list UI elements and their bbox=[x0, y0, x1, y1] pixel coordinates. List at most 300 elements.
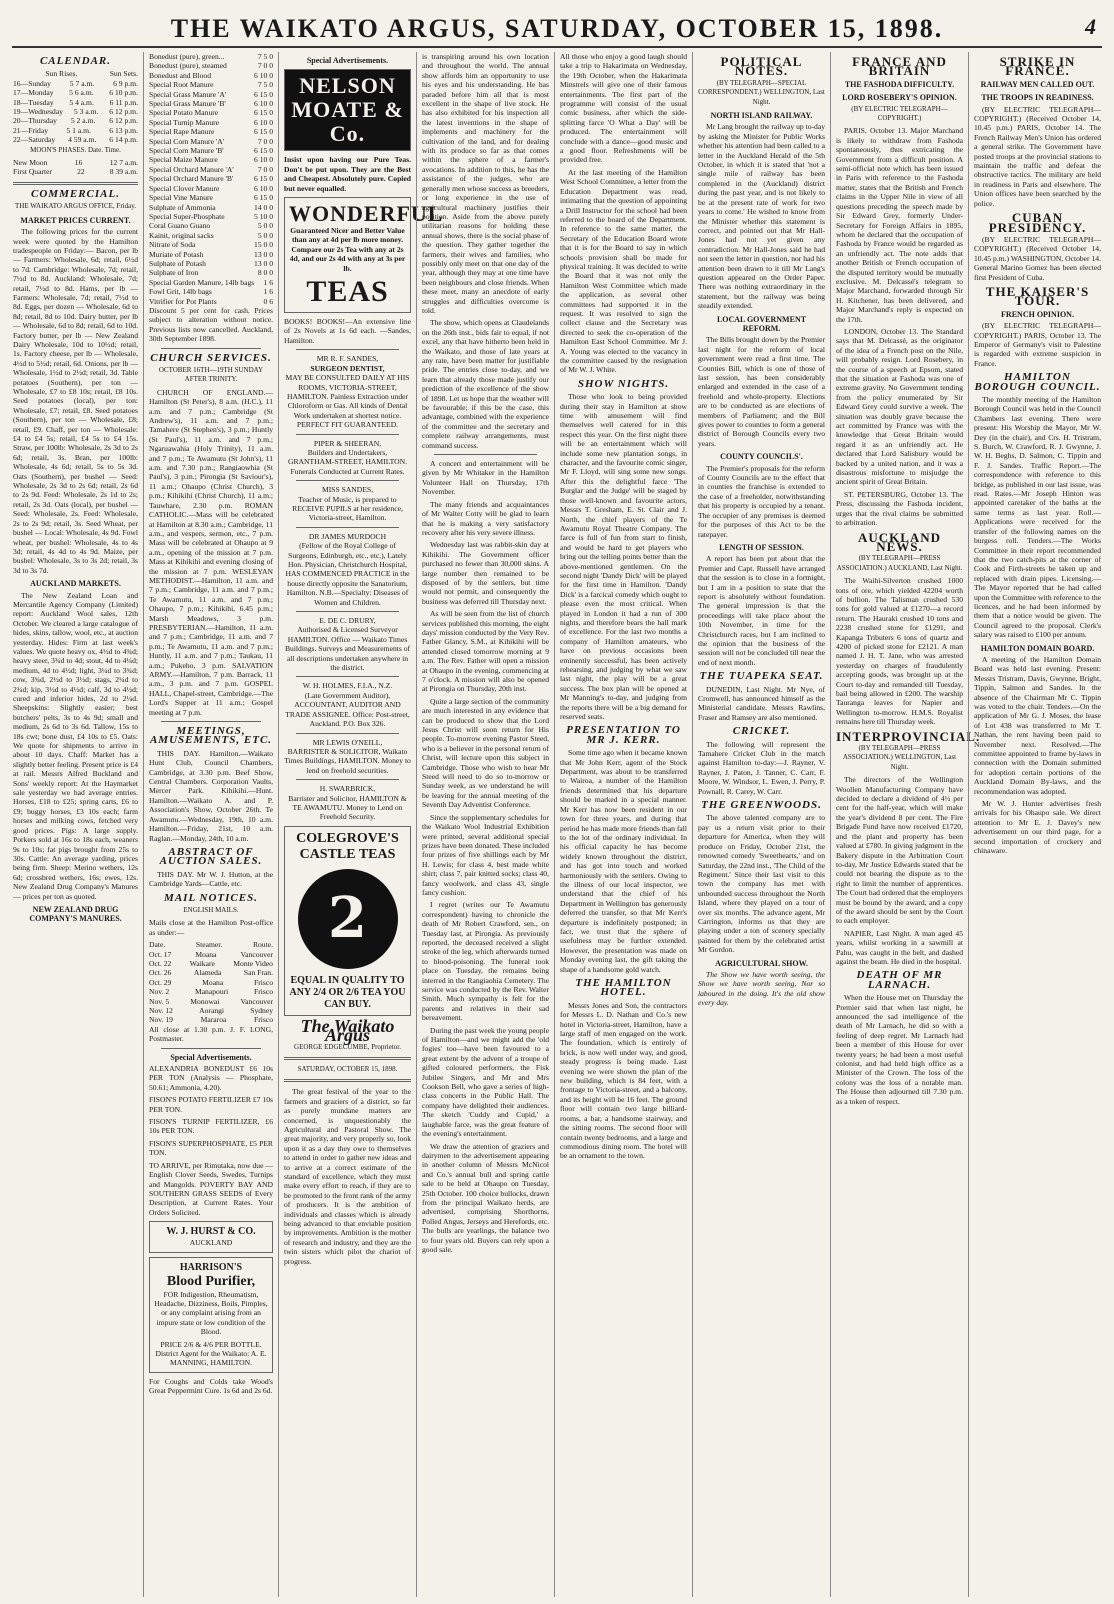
calendar-heading: CALENDAR. bbox=[39, 55, 112, 67]
mail-row-cell: Aorangi bbox=[199, 1006, 225, 1015]
kaiser-text: (BY ELECTRIC TELEGRAPH—COPYRIGHT.) PARIS, October 13. The Emperor of Germany's visit to Palestine is regarded with extreme suspicion in France. bbox=[974, 321, 1101, 368]
divider bbox=[296, 527, 399, 528]
blood-purifier-text: FOR Indigestion, Rheumatism, Headache, Dizziness, Boils, Pimples, or any complaint arising from an impure state or low condition of the Blood. bbox=[154, 1289, 268, 1337]
county-councils-text: The Premier's proposals for the reform of County Councils are to the effect that in counties the franchise is extended to the case of a freeholder, notwithstanding that his property is occupied by a tenant. The occupier of any premises is deemed for the purposes of this Act to be the ratepayer. bbox=[698, 463, 825, 539]
calendar-row bbox=[13, 116, 138, 125]
cotty-news: The many friends and acquaintances of Mr Walter Cotty will be glad to learn that he is making a very satisfactory recovery after his very severe illness. bbox=[422, 499, 549, 537]
calendar-row-cell: 21—Friday bbox=[13, 125, 49, 135]
column-1 bbox=[8, 52, 143, 1597]
mail-footer: All close at 1.30 p.m. J. F. LONG, Postmaster. bbox=[149, 1024, 273, 1044]
column-8 bbox=[968, 52, 1106, 1597]
manure-row-cell: Special Clover Manure bbox=[149, 183, 220, 193]
kaiser-subhead: FRENCH OPINION. bbox=[1001, 309, 1074, 319]
manure-row bbox=[149, 268, 273, 277]
ad-alexandria: ALEXANDRIA BONEDUST £6 10s PER TON (Analysis — Phosphate, 50.61; Ammonia, 4.20). bbox=[149, 1064, 273, 1092]
manure-row-cell: Special Orchard Manure 'A' bbox=[149, 164, 234, 174]
mail-row-cell: Nov. 5 bbox=[149, 996, 170, 1006]
manure-row-cell: 7 5 0 bbox=[257, 52, 273, 61]
manure-row bbox=[149, 90, 273, 99]
mail-row-cell: Moana bbox=[195, 949, 217, 959]
agricultural-show-heading: AGRICULTURAL SHOW. bbox=[715, 958, 808, 968]
political-notes-heading: POLITICAL NOTES. bbox=[720, 54, 803, 79]
show-nights-heading: SHOW NIGHTS. bbox=[577, 377, 670, 390]
special-ads-heading: Special Advertisements. bbox=[306, 56, 389, 65]
france-telegraph-note: (BY ELECTRIC TELEGRAPH—COPYRIGHT.) bbox=[851, 104, 948, 123]
manure-row-cell: 6 15 0 bbox=[254, 146, 273, 156]
wonderful-heading: WONDERFUL bbox=[289, 201, 444, 227]
strike-subhead: RAILWAY MEN CALLED OUT. bbox=[980, 79, 1095, 89]
manure-row-cell: Sulphate of Potash bbox=[149, 258, 206, 268]
st-petersburg-news: ST. PETERSBURG, October 13. The Press, discussing the Fashoda incident, urges that the rival claims be submitted to arbitration. bbox=[836, 489, 963, 528]
drury-name: E. DE C. DRURY, bbox=[319, 616, 376, 626]
mail-table bbox=[149, 940, 273, 1025]
auckland-news-heading: AUCKLAND NEWS. bbox=[857, 529, 942, 554]
manure-row bbox=[149, 184, 273, 193]
auckland-news-subhead: (BY TELEGRAPH—PRESS ASSOCIATION.) AUCKLAND, Last Night. bbox=[836, 554, 963, 572]
manure-row bbox=[149, 297, 273, 306]
manure-row-cell: 6 15 0 bbox=[254, 174, 273, 184]
oneill-name: MR LEWIS O'NEILL, bbox=[312, 737, 383, 747]
mail-intro: Mails close at the Hamilton Post-office as under:— bbox=[149, 918, 273, 937]
manure-row-cell: 6 10 0 bbox=[254, 70, 273, 80]
manure-row bbox=[149, 137, 273, 146]
masthead bbox=[0, 10, 1114, 46]
lecture-news: Quite a large section of the community are much interested in any evidence that can be produced to show that the Lord Jesus Christ will soon return for His people. To-morrow evening Pastor Steed, who is a believer in the personal return of Christ, will lecture upon this subject in Cambridge. Those who wish to hear Mr Steed will need to do so to-morrow or Sunday week, as we understand he will be leaving for the annual meeting of the Seventh Day Adventist Conference. bbox=[422, 696, 549, 810]
oneill-ad bbox=[284, 738, 411, 776]
manure-row-cell: 14 0 0 bbox=[254, 202, 273, 212]
mail-row-cell: Nov. 19 bbox=[149, 1015, 173, 1025]
mail-row-cell: Moana bbox=[202, 977, 224, 987]
length-of-session-heading: LENGTH OF SESSION. bbox=[719, 542, 804, 552]
mail-row-cell: Vancouver bbox=[240, 996, 273, 1006]
calendar-row-cell: 5 7 a.m. bbox=[69, 78, 95, 88]
manure-row bbox=[149, 80, 273, 89]
divider bbox=[161, 348, 261, 349]
mail-row-cell: Frisco bbox=[254, 1015, 273, 1025]
manure-row-cell: Vitrifier for Pot Plants bbox=[149, 296, 217, 306]
kerr-presentation-text: Some time ago when it became known that Mr John Kerr, agent of the Stock Department, was about to be transferred to Wairoa, a number of the Hamilton friends determined that his departure should be marked in a special manner. Mr Kerr has now been resident in our town for three years, and during that period he has made more friends than fall to the lot of the ordinary individual. In his official capacity he has become widely known throughout the district, and has got into touch and worked harmoniously with the settlers. Owing to the illness of our local inspector, we understand that the chief of his Department in Wellington has generously deferred the transfer, so that Mr Kerr's departure is indefinitely postponed; in fact, we trust that the sphere of usefulness may be further extended. However, the presentation was made on Monday evening last, the gift taking the shape of a handsome gold watch. bbox=[560, 748, 687, 974]
manure-row-cell: Special Grass Manure 'B' bbox=[149, 99, 226, 109]
concert-news: A concert and entertainment will be given by Mr Whitaker in the Hamilton Volunteer Hall on Thursday, 17th November. bbox=[422, 459, 549, 497]
moon-row bbox=[13, 167, 138, 176]
divider bbox=[296, 611, 399, 612]
moon-row-cell: First Quarter bbox=[13, 167, 53, 177]
calendar-row-cell: 5 4 a.m. bbox=[69, 97, 94, 107]
drury-ad bbox=[284, 616, 411, 672]
wonderful-text: Guaranteed Nicer and Better Value than any at 4d per lb more money. Compare our 2s Tea with any at 2s 4d, and our 2s 4d with any at 3s per lb. bbox=[289, 226, 406, 273]
moon-row-cell: 12 7 a.m. bbox=[109, 158, 138, 168]
calendar-row-cell: 5 6 a.m. bbox=[69, 88, 94, 98]
manure-row-cell: 7 0 0 bbox=[257, 61, 273, 71]
manure-row-cell: Special Rape Manure bbox=[149, 127, 215, 137]
manure-row bbox=[149, 193, 273, 202]
manure-row-cell: Special Corn Manure 'A' bbox=[149, 136, 225, 146]
editorial-continued: is transpiring around his own location and throughout the world. The annual show affords him an opportunity to use his eyes and his understanding. He has paraded before him all that is most excellent in the shape of live stock. He has also exhibited for his inspection all the latest inventions in the shape of implements and machinery for the cultivation of the land, and for dealing with its produce so far as that comes within the sphere of a farmer's avocations. In addition to this, he has the assistance of the judges, who are generally men whose success as breeders, or long experience in the use of agricultural machinery justifies their position. Aside from the above purely utilitarian reasons for holding these annual shows, there is the social phase of the question. They gather together the farmers, their wives and families, who possibly only meet on that one day of the year, although they may at one time have been neighbours and close friends. When these meet, many an anecdote of early struggles and difficulties overcome is told. bbox=[422, 52, 549, 315]
holmes-name: W. H. HOLMES, F.I.A., N.Z. bbox=[302, 681, 393, 691]
masthead-rule bbox=[12, 46, 1102, 48]
calendar-row-cell: 20—Thursday bbox=[13, 116, 57, 126]
mission-news: As will be seen from the list of church services published this morning, the eight days' mission conducted by the Very Rev. Father Glancy, S.M., at Kihikihi will be attended closed tomorrow morning at 9 a.m. The Rev. Father will open a mission at Ohaupo in the evening, commencing at 7 o'clock. A mission will also be opened at Pirongia on Thursday, 20th inst. bbox=[422, 609, 549, 694]
interprovincial-text: The directors of the Wellington Woollen Manufacturing Company have decided to declare a dividend of 4½ per cent for the half-year, which will make the year's dividend 8 per cent. The Fire Brigade Fund have now received £1720, and the plant and property has been valued at £780. In giving judgment in the Bakery dispute in the Arbitration Court to-day, Mr Justice Edwards stated that he could not bearing the dispute as to the right to limit the number of apprentices. The Court had ordered that the employers must be bound by the award, and a copy of the award should be sent by the Court to each employer. bbox=[836, 775, 963, 926]
manure-row bbox=[149, 287, 273, 296]
piper-name: PIPER & SHEERAN, bbox=[313, 438, 382, 448]
divider bbox=[13, 182, 138, 185]
calendar-row-cell: 18—Tuesday bbox=[13, 97, 54, 107]
commercial-heading: COMMERCIAL. bbox=[31, 187, 120, 200]
mail-subhead: ENGLISH MAILS. bbox=[183, 905, 239, 914]
calendar-row bbox=[13, 135, 138, 144]
calendar-row-cell: 19—Wednesday bbox=[13, 107, 64, 117]
larnach-heading: DEATH OF MR LARNACH. bbox=[856, 969, 943, 991]
calendar-row bbox=[13, 69, 138, 78]
divider bbox=[161, 721, 261, 722]
calendar-row-cell: 6 11 p.m. bbox=[109, 97, 138, 107]
tuapeka-seat-text: DUNEDIN, Last Night. Mr Nye, of Cromwell, has announced himself as the Ministerial candidate. Messrs Rawlins, Fraser and Ramsey are also mentioned. bbox=[698, 684, 825, 722]
manure-row-cell: 5 0 0 bbox=[257, 221, 273, 231]
manure-row-cell: Special Potato Manure bbox=[149, 108, 219, 118]
sandes-name: MR R. F. SANDES, bbox=[316, 354, 379, 364]
argus-nameplate: The Waikato Argus bbox=[300, 1015, 395, 1046]
manure-note: Discount 5 per cent for cash. Prices subject to alteration without notice. Previous lists now cancelled. Auckland, 30th September 1898. bbox=[149, 305, 273, 344]
hurst-place: AUCKLAND bbox=[189, 1238, 233, 1248]
manure-row bbox=[149, 108, 273, 117]
hurst-ad bbox=[149, 1221, 273, 1252]
calendar-row-cell: 22—Saturday bbox=[13, 135, 56, 145]
manure-row bbox=[149, 118, 273, 127]
divider bbox=[161, 1048, 261, 1049]
manure-row bbox=[149, 99, 273, 108]
strike-heading: STRIKE IN FRANCE. bbox=[999, 54, 1076, 79]
show-news: The show, which opens at Claudelands on the 26th inst., bids fair to equal, if not excel, any that have hitherto been held in the Waikato, and those of late years at any rate, have been matter for justifiable pride. The entries close to-day, and we learn that already those made justify our prediction of the excellence of the show of 1898. Let us hope that the weather will be favourable; if this be the case, this advantage, combined with the experience of the committee and the secretary and complete railway arrangements, must command success. bbox=[422, 318, 549, 450]
crawford-death-news: I regret (writes our Te Awamutu correspondent) having to chronicle the death of Mr Robert Crawford, sen., on Tuesday last, at Pirongia. As previously reported, the deceased received a slight stroke of the leg, which afterwards turned to blood-poisoning. The funeral took place on Tuesday, the remains being interred in the Rangiaohia Cemetery. The service was conducted by the Rev. Walter Smith. Much sympathy is felt for the parents and relatives in their sad bereavement. bbox=[422, 900, 549, 1023]
calendar-row-cell: 17—Monday bbox=[13, 88, 54, 98]
colegrove-ad bbox=[284, 826, 411, 1016]
manure-row bbox=[149, 203, 273, 212]
swarbrick-ad bbox=[284, 784, 411, 822]
swarbrick-text: Barrister and Solicitor, HAMILTON & TE AWAMUTU. Money to Lend on Freehold Security. bbox=[288, 793, 407, 822]
mail-row-cell: Date. bbox=[149, 940, 166, 950]
piper-text: Builders and Undertakers, GRANTHAM-STREET, HAMILTON. Funerals Conducted at Current Rates. bbox=[287, 447, 408, 476]
kaiser-tour-heading: THE KAISER'S TOUR. bbox=[985, 283, 1090, 309]
moon-phases-header: MOON'S PHASES. Date. Time. bbox=[30, 145, 121, 154]
manure-row-cell: Special Grass Manure 'A' bbox=[149, 89, 227, 99]
blood-purifier-title: Blood Purifier, bbox=[166, 1273, 256, 1289]
ad-fison-turnip: FISON'S TURNIP FERTILIZER, £6 10s PER TON. bbox=[149, 1117, 273, 1136]
newspaper-title: THE WAIKATO ARGUS, SATURDAY, OCTOBER 15, 1898. bbox=[170, 14, 944, 43]
special-ads-heading: Special Advertisements. bbox=[170, 1052, 252, 1062]
calendar-row-cell: Sun Rises. bbox=[45, 69, 78, 79]
oneill-text: BARRISTER & SOLICITOR, Waikato Times Buildings, HAMILTON. Money to lend on freehold securities. bbox=[284, 746, 411, 775]
manure-row-cell: Special Orchard Manure 'B' bbox=[149, 174, 234, 184]
column-6 bbox=[692, 52, 830, 1597]
calendar-row-cell: 5 1 a.m. bbox=[66, 125, 91, 135]
wonderful-teas-ad bbox=[284, 197, 444, 313]
strike-subhead-2: THE TROOPS IN READINESS. bbox=[981, 93, 1094, 103]
hamilton-hotel-text: Messrs Jones and Son, the contractors for Messrs L. D. Nathan and Co.'s new hotel in Victoria-street, Hamilton, have a large staff of men engaged on the work. The foundation, which is entirely of brick, is now well under way, and good, steady progress is being made. Last evening we were shown the plan of the new building, which is 84 feet, with a frontage to Victoria-street, and a balcony, and its height will be 16 feet. The ground floor will contain two large billiard-rooms, a bar, a handsome stairway, and the sitting rooms. The second floor will contain twenty bedrooms, and a large and commodious dining room. The hotel will be an ornament to the town. bbox=[560, 1000, 687, 1161]
auckland-news-text: The Waihi-Silverton crushed 1000 tons of ore, which yielded 42204 worth of bullion. The Talisman crushed 530 tons for gold valued at £1270—a record return. The Hauraki crushed 10 tons and 2238 crushed stone for £1291, and Kapanga Tributers 6 tons of quartz and 4200 of picked stone for £2121. A man named J. H. T. Jane, who was arrested yesterday on charges of fraudulently accepting goods, was brought up at the Court to-day and remanded till Tuesday, bail being allowed in £200. The warship Tauranga leaves for Napier and Wellington to-morrow. H.M.S. Royalist remains here till Thursday week. bbox=[836, 576, 963, 727]
local-government-text: The Bills brought down by the Premier last night for the reform of local government were read a first time. The Counties Bill, which is one of those of last session, has been considerably enlarged and extended in the case of a freehold and whole-property. Elections are to be conducted as are elections of members of Parliament; and the Bill gives power to counties to form a general district of Borough Councils every two years. bbox=[698, 335, 825, 448]
agricultural-show-text: The Show we have worth seeing, the Show we have worth seeing, Nor so laboured in the doing. It's the old show every day. bbox=[698, 969, 825, 1008]
blood-purifier-price: PRICE 2/6 & 4/6 PER BOTTLE. bbox=[160, 1339, 262, 1349]
mail-row-cell: Steamer. bbox=[195, 940, 223, 950]
drug-company-heading: NEW ZEALAND DRUG COMPANY'S MANURES. bbox=[29, 904, 122, 924]
mail-row bbox=[149, 1015, 273, 1024]
manure-row bbox=[149, 240, 273, 249]
manure-row-cell: Special Corn Manure 'B' bbox=[149, 146, 224, 156]
mail-row-cell: Alameda bbox=[193, 968, 222, 978]
manure-row-cell: Kainit, original sacks bbox=[149, 230, 214, 240]
hamilton-hotel-heading: THE HAMILTON HOTEL. bbox=[575, 977, 672, 999]
calendar-row bbox=[13, 98, 138, 107]
manure-row-cell: 6 15 0 bbox=[254, 89, 273, 99]
manure-row bbox=[149, 259, 273, 268]
moon-row-cell: 22 bbox=[77, 167, 85, 177]
manure-row-cell: 7 5 0 bbox=[257, 80, 273, 90]
paris-news: PARIS, October 13. Major Marchand is likely to withdraw from Fashoda spontaneously, thus extricating the Government from a difficult position. A semi-official note which has been issued in Paris with reference to the Fashoda matter, states that the British and French claims in the Upper Nile in view of all questions preceding the speech made by Sir Edward Grey, formerly Under-Secretary for Foreign Affairs in 1895, whom he declared that the occupation of Fashoda by France would be regarded as an unfriendly act. The note adds that another British or French occupation of the disputed territory would be mutually exclusive. M. Delcassé's telegram to Major Marchand, forwarded through Sir H. Kitchener, has been delivered, and Major Marchand's reply is expected on the 17th. bbox=[836, 126, 963, 324]
manure-row-cell: 1 6 bbox=[263, 277, 273, 287]
nelson-moate-ad bbox=[284, 69, 411, 151]
manure-row-cell: Bonedust and Blood bbox=[149, 70, 212, 80]
swarbrick-name: H. SWARBRICK, bbox=[319, 784, 376, 794]
moon-row bbox=[13, 158, 138, 167]
cattle-sale-news: We draw the attention of graziers and dairymen to the advertisement appearing in another column of Messrs McNicol and Co.'s annual bull and spring cattle sale to be held at Ohaupo on Tuesday, 25th October. 100 choice bullocks, drawn from the principal Waikato herds, are advertised, comprising Shorthorns, Polled Angus, Jerseys and Herefords, etc. The bulls are yearlings, the balance two to four years old. Buyers can rely upon a good sale. bbox=[422, 1141, 549, 1254]
column-7 bbox=[830, 52, 981, 1597]
column-5 bbox=[554, 52, 692, 1597]
mail-row-cell: Manapouri bbox=[194, 987, 229, 997]
manure-row-cell: Coral Guano Guano bbox=[149, 221, 211, 231]
miss-sandes-name: MISS SANDES, bbox=[321, 485, 374, 495]
manure-row-cell: 1 6 bbox=[263, 287, 273, 297]
manure-row bbox=[149, 221, 273, 230]
mail-row-cell: Oct. 22 bbox=[149, 958, 172, 968]
local-government-heading: LOCAL GOVERNMENT REFORM. bbox=[716, 314, 807, 333]
london-news: LONDON, October 13. The Standard says that M. Delcassé, as the originator of the idea of a French post on the Nile, will probably resign. Lord Rosebery, in the course of a speech at Epsom, stated that the situation at Fashoda was one of extreme gravity. No Government tending from the policy enumerated by Sir Edward Grey could survive a week. The situation was doubly grave because the act committed by France was with the knowledge that Great Britain would regard it as an unfriendly act. He declared that Lord Salisbury would be backed by a united nation, and it was a disastrous misfortune to misjudge the ancient spirit of Great Britain. bbox=[836, 326, 963, 487]
rosebery-subhead: LORD ROSEBERY'S OPINION. bbox=[842, 93, 957, 103]
harrison-name: HARRISON'S bbox=[179, 1261, 243, 1273]
divider bbox=[296, 676, 399, 677]
manure-row-cell: Special Root Manure bbox=[149, 80, 214, 90]
manure-price-list bbox=[149, 52, 273, 306]
manure-row bbox=[149, 71, 273, 80]
sandes-role: SURGEON DENTIST, bbox=[310, 363, 385, 373]
manure-row-cell: 8 0 0 bbox=[257, 268, 273, 278]
manure-row-cell: 7 0 0 bbox=[257, 164, 273, 174]
murdoch-text: (Fellow of the Royal College of Surgeons, Edinburgh, etc., etc.), Lately Hon. Physician, Christchurch Hospital, HAS COMMENCED PRACTICE in the house directly opposite the Sanatorium, Hamilton. N.B.—Specialty: Diseases of Women and Children. bbox=[285, 541, 410, 607]
miss-sandes-ad bbox=[284, 485, 411, 523]
domain-board-heading: HAMILTON DOMAIN BOARD. bbox=[980, 643, 1095, 653]
mail-row bbox=[149, 978, 273, 987]
manure-row-cell: Sulphate of Ammonia bbox=[149, 202, 216, 212]
miss-sandes-text: Teacher of Music, is prepared to RECEIVE PUPILS at her residence, Victoria-street, Hamilton. bbox=[292, 494, 403, 523]
moon-row-cell: New Moon bbox=[13, 158, 48, 168]
greenwoods-heading: THE GREENWOODS. bbox=[701, 799, 822, 812]
moon-row-cell: 16 bbox=[74, 158, 83, 168]
nelson-moate-name: NELSON MOATE & Co. bbox=[291, 73, 404, 147]
mail-row-cell: Waikare bbox=[189, 958, 215, 968]
wool-exhibition-news: Since the supplementary schedules for the Waikato Wool Industrial Exhibition were printed, several additional special prizes have been donated. These included four prizes of five shillings each by Mr H. Lewis; for class 4, best made white shirt; class 7, pair knitted socks; class 40, fancy woolwork, and class 43, single fancy cushion. bbox=[422, 812, 549, 897]
cough-ad: For Coughs and Colds take Wood's Great Peppermint Cure. 1s 6d and 2s 6d. bbox=[149, 1376, 273, 1396]
books-ad: BOOKS! BOOKS!—An extensive line of 2s Novels at 1s 6d each. —Sandes, Hamilton. bbox=[284, 317, 411, 345]
manure-row-cell: Sulphate of Iron bbox=[149, 268, 199, 278]
fashoda-subhead: THE FASHODA DIFFICULTY. bbox=[844, 79, 955, 89]
borough-council-heading: HAMILTON BOROUGH COUNCIL. bbox=[974, 371, 1101, 393]
north-island-railway-text: Mr Lang brought the railway up to-day by asking the Minister for Public Works whether his attention had been called to a letter in the Auckland Herald of the 5th October, in which it is stated that 'not a single mile of railway has been completed in the (Auckland) district during the past year, and is not likely to be at the present rate of work for two years to come.' He wished to know from the Minister whether this statement is correct, and pointed out that Mr Hall-Jones had not yet given any contradiction. Mr Hall-Jones said he had not seen the letter in question, nor had his attention been drawn to it till Mr Lang's question appeared on the Order Paper. There was nothing extraordinary in the statement, but the railway was being steadily extended. bbox=[698, 122, 825, 311]
manure-row-cell: 6 10 0 bbox=[254, 117, 273, 127]
argus-proprietor: GEORGE EDGECUMBE, Proprietor. bbox=[294, 1042, 401, 1051]
manure-row bbox=[149, 174, 273, 183]
length-of-session-text: A report has been put about that the Premier and Capt. Russell have arranged that the session is to close in a fortnight, but I am in a position to state that the report is absolutely without foundation. The general impression is that the proceedings will take place about the 10th November, in time for the Christchurch races, but I am inclined to the opinion that the business of the session will not be concluded till near the end of next month. bbox=[698, 554, 825, 667]
borough-council-text: The monthly meeting of the Hamilton Borough Council was held in the Council Chambers last evening. There were present: His Worship the Mayor, Mr W. Dey (in the chair), and Crs. H. Tristram, S. Burch, W. Crawford, R. J. Gwynne, J. W. H. Beghs, D. Salmon, C. Tippin and F. J. Sandes. Traffic Report.—The correspondence with reference to this bridge, as published in our last issue, was read. Rates.—Mr Joseph Hinton was appointed caretaker of the baths at the same terms as last year. Roll.—Applications were received for the transfer of the following names on the burgess roll. Tenders.—The Works Committee in their report recommended that the two catch-pits at the corner of Cook and Firth-streets be taken up and replaced with drain pipes. Licensing.—The Mayor reported that he had called upon the Committee with reference to the licences, and he had been informed by them that a notice would be given. The Council agreed to the proposal. Clerk's salary was raised to £100 per annum. bbox=[974, 395, 1101, 640]
manure-row bbox=[149, 146, 273, 155]
manure-row bbox=[149, 212, 273, 221]
calendar-row-cell: 4 59 a.m. bbox=[68, 135, 97, 145]
manure-row-cell: 5 10 0 bbox=[254, 211, 273, 221]
church-services-heading: CHURCH SERVICES. bbox=[150, 351, 272, 364]
manure-row bbox=[149, 61, 273, 70]
manure-row-cell: Nitrate of Soda bbox=[149, 240, 196, 250]
mail-row bbox=[149, 987, 273, 996]
nelson-tagline: Insist upon having our Pure Teas. Don't be put upon. They are the Best and Cheapest. Absolutely pure. Copied but never equalled. bbox=[284, 155, 411, 193]
manure-row-cell: Muriate of Potash bbox=[149, 249, 204, 259]
manure-row-cell: 13 0 0 bbox=[254, 249, 273, 259]
kerr-presentation-heading: PRESENTATION TO MR J. KERR. bbox=[566, 724, 681, 746]
larnach-text: When the House met on Thursday the Premier said that when last night, he announced the sad intelligence of the death of Mr Larnach, he did so with a feeling of deep regret. Mr Larnach had been a member of this House for over twenty years; he had been a most useful colonist, and had held high office as a Minister of the Crown. The loss of the colony was the loss of a notable man. The House then adjourned till 7.30 p.m. as a token of respect. bbox=[836, 993, 963, 1106]
mail-row-cell: Frisco bbox=[254, 987, 273, 997]
moon-row-cell: 8 39 a.m. bbox=[109, 167, 138, 177]
minstrels-news: All those who enjoy a good laugh should take a trip to Hakarimata on Wednesday, the 19th October, when the Hakarimata Minstrels will give one of their famous entertainments. The first part of the programme will consist of the usual comic business, after which the side-splitting farce 'O What a Day' will be produced. The entertainment will conclude with a dance—good music and a good floor. Refreshments will be provided free. bbox=[560, 52, 687, 165]
mail-row bbox=[149, 940, 273, 949]
calendar-row-cell: 6 12 p.m. bbox=[109, 116, 138, 126]
mail-row-cell: Oct. 26 bbox=[149, 968, 172, 978]
manure-row-cell: Bonedust (pure), steamed bbox=[149, 61, 227, 71]
calendar-row-cell: 5 3 a.m. bbox=[73, 107, 99, 117]
manure-row-cell: Special Vine Manure bbox=[149, 193, 213, 203]
column-2 bbox=[143, 52, 278, 1597]
concerts-news: During the past week the young people of Hamilton—and we might add the 'old fogies' too—have been favoured to a great extent by the advent of a troupe of gifted coloured performers, the Fisk Jubilee Singers, and Mr and Mrs Cookson Bell, who gave a series of high-class concerts in the Public Hall. The company have delighted their audiences. The sketch 'Cuddy and Cupid,' a laughable farce, was the great feature of the evening's entertainment. bbox=[422, 1025, 549, 1139]
rabbit-skin-news: Wednesday last was rabbit-skin day at Kihikihi. The Government officer purchased no fewer than 30,000 skins. A large number then remained to be disposed of by the settlers, but time would not permit, and consequently the business was deferred till Thursday next. bbox=[422, 540, 549, 606]
divider bbox=[296, 434, 399, 435]
divider bbox=[296, 733, 399, 734]
market-prices-text: The following prices for the current week were quoted by the Hamilton tradespeople on Friday:— Bacon, per lb — Farmers: Wholesale, 6d; retail, 6½d to 7d. Cambridge: Wholesale, 7d; retail, 7½d to 8d. Auckland: Wholesale, 7d; retail, 7½d to 8d. Hams, per lb — Farmers: Wholesale, 7d; retail, 7½d to 8d. Eggs, per dozen — Wholesale, 6d to 8d; retail, 8d to 10d. Dairy butter, per lb — Wholesale, 6d to 8d; retail, 6d to 10d. Factory butter, per lb — New Zealand Dairy Wholesale, 10d to 10½d; retail, 1s. Factory cheese, per lb — Wholesale, 4½d to 5½d; retail, 6d. Onions, per lb — Wholesale, 1½d to 2½d; retail, 3d. Table potatoes (Southern), per ton — Wholesale, £7 to £8 10s; retail, £8 10s. Seed potatoes (local), per ton: Wholesale, £7; retail, £8. Seed potatoes (Southern), per ton — Wholesale, £8; retail, £9. Chaff, per ton — Wholesale: £4 to £4 5s; retail, £4 5s to £4 15s. Straw, per 100lb: Wholesale, 2s 3d to 2s 6d; retail, 3s. Bran, per 100lb: Wholesale, 4s 6d; retail, 5s to 5s 3d. Oats (Southern), per bushel — Seed: Wholesale, 2s 3d to 2s 6d; retail, 2s 6d to 2s 9d. Feed: Wholesale, 2s 1d to 2s; retail, 2s 3d. Oats (local), per bushel — Seed: Wholesale, 2s. Feed: Wholesale, 2s to 2s 9d; retail, 3s. Seed Wheat, per bushel — Local: Wholesale, 4s 9d. Fowl wheat, per bushel: Wholesale, 4s to 4s 3d; retail, 4s 4d to 4s 9d. Maize, per bushel: Wholesale, 3s to 3s 2d; retail, 3s 3d to 3s 7d. bbox=[13, 227, 138, 575]
sandes-text: MAY BE CONSULTED DAILY AT HIS ROOMS, VICTORIA-STREET, HAMILTON. Painless Extraction under Chloroform or Gas. All kinds of Dental Work undertaken at shortest notice. PERFECT FIT GUARANTEED. bbox=[285, 373, 410, 430]
hurst-name: W. J. HURST & CO. bbox=[166, 1226, 256, 1238]
cricket-text: The following will represent the Tamahere Cricket Club in the match against Hamilton to-day:—J. Rayner, V. Rayner, J. Paton, J. Tanner, C. Carr, F. Moore, W. Windsor, L. Ewen, J. Perry, P. Pownall, R. Carey, W. Carr. bbox=[698, 739, 825, 796]
calendar-row bbox=[13, 79, 138, 88]
divider bbox=[296, 349, 399, 350]
mail-row-cell: Mararoa bbox=[200, 1015, 227, 1025]
mail-row-cell: Oct. 29 bbox=[149, 977, 172, 987]
calendar-row-cell: 6 9 p.m. bbox=[113, 78, 138, 88]
school-committee-news: At the last meeting of the Hamilton West School Committee, a letter from the Education Department was read, intimating that the question of appointing a Drill Instructor for the school had been referred to the board of the Department. In reference to the same matter, the Secretary of the Education Board wrote that it is for the Board to say in which schools provision shall be made for physical training. It was decided to write the Board that it was not only the Hamilton West Committee which made the application, as several other committees had supported it in the request. It was resolved to sign the collect clause and the Secretary was directed to seek the co-operation of the Hamilton East School Committee. Mr J. A. Young was elected to the vacancy in the committee caused by the resignation of Mr W. J. White. bbox=[560, 167, 687, 375]
calendar-row-cell: 6 12 p.m. bbox=[109, 107, 138, 117]
divider bbox=[284, 1057, 411, 1060]
mail-row-cell: Sydney bbox=[250, 1006, 273, 1015]
manure-row-cell: Special Super-Phosphate bbox=[149, 211, 225, 221]
strike-text: (BY ELECTRIC TELEGRAPH—COPYRIGHT.) (Received October 14, 10.45 p.m.) PARIS, October 14. The French Railway Men's Union has ordered a general strike. The Government have posted troops at the provincial stations to maintain the traffic and defeat the obstructive tactics. The military are held in readiness in Paris and elsewhere. The Union offices have been searched by the police. bbox=[974, 104, 1101, 208]
ad-fison-potato: FISON'S POTATO FERTILIZER £7 10s PER TON. bbox=[149, 1095, 273, 1114]
manure-row bbox=[149, 52, 273, 61]
murdoch-ad bbox=[284, 532, 411, 607]
calendar-row-cell: 5 2 a.m. bbox=[70, 116, 96, 126]
mail-row bbox=[149, 968, 273, 977]
market-prices-heading: MARKET PRICES CURRENT. bbox=[20, 215, 131, 225]
column-4 bbox=[416, 52, 554, 1597]
mail-row-cell: San Fran. bbox=[243, 968, 273, 978]
mail-row-cell: Monte Video bbox=[233, 958, 273, 968]
mail-row-cell: Nov. 12 bbox=[149, 1006, 173, 1015]
mail-row bbox=[149, 1006, 273, 1015]
murdoch-name: DR JAMES MURDOCH bbox=[308, 531, 387, 541]
manure-row-cell: Special Turnip Manure bbox=[149, 117, 220, 127]
page-number: 4 bbox=[1085, 14, 1096, 39]
column-3 bbox=[278, 52, 444, 1597]
mail-row-cell: Route. bbox=[252, 940, 273, 950]
manure-row-cell: 6 15 0 bbox=[254, 127, 273, 137]
divider bbox=[434, 454, 537, 455]
mail-row-cell: Vancouver bbox=[240, 949, 273, 959]
political-notes-subhead: (BY TELEGRAPH—SPECIAL CORRESPONDENT.) WELLINGTON, Last Night. bbox=[698, 78, 825, 106]
cuban-presidency-text: (BY ELECTRIC TELEGRAPH—COPYRIGHT.) (Received October 14, 10.45 p.m.) WASHINGTON, October 14. General Marino Gomez has been elected first President of Cuba. bbox=[974, 234, 1101, 282]
manure-row-cell: 15 0 0 bbox=[254, 240, 273, 250]
divider bbox=[296, 779, 399, 780]
manure-row-cell: 6 10 0 bbox=[254, 155, 273, 165]
manure-row-cell: 7 0 0 bbox=[257, 136, 273, 146]
mail-row-cell: Frisco bbox=[254, 977, 273, 987]
interprovincial-heading: INTERPROVINCIAL. bbox=[836, 728, 981, 744]
district-agent: District Agent for the Waikato: A. E. MANNING, HAMILTON. bbox=[155, 1348, 267, 1368]
cricket-heading: CRICKET. bbox=[732, 725, 791, 738]
piper-ad bbox=[284, 439, 411, 477]
auction-sales-heading: ABSTRACT OF AUCTION SALES. bbox=[159, 845, 263, 868]
calendar-row-cell: Sun Sets. bbox=[109, 69, 138, 79]
sandes-ad bbox=[284, 354, 411, 429]
greenwoods-text: The above talented company are to pay us a return visit prior to their departure for America, when they will produce on Friday, October 21st, the renowned comedy 'Sweethearts,' and on Saturday, the 22nd inst., 'The Child of the Regiment.' Since their last visit to this town the company has met with unbounded success throughout the North Island, where they played on a tour of over six months. The advance agent, Mr Carrington, informs us that they are playing under a ton of scenery specially painted for them by the celebrated artist Mr Gordon. bbox=[698, 813, 825, 955]
county-councils-heading: COUNTY COUNCILS'. bbox=[720, 452, 803, 462]
manure-row-cell: 6 15 0 bbox=[254, 193, 273, 203]
ad-seeds: TO ARRIVE, per Rimutaka, now due — English Clover Seeds, Swedes, Turnips and Mangolds. POVERTY BAY AND SOUTHERN GRASS SEEDS of Every Description, at Current Rates. Your Orders Solicited. bbox=[149, 1160, 273, 1217]
drury-text: Authorised & Licensed Surveyor HAMILTON. Office — Waikato Times Buildings. Surveys and Measurements of all descriptions undertaken anywhere in the district. bbox=[284, 625, 411, 673]
commercial-subhead: THE WAIKATO ARGUS OFFICE, Friday. bbox=[14, 202, 137, 211]
closing-notes: Mr W. J. Hunter advertises fresh arrivals for his Ohaupo sale. We direct attention to Mr E. J. Davey's new advertisement on our third page, for a second importation of crockery and chinaware. bbox=[974, 799, 1101, 856]
kettle-2-icon: 2 bbox=[298, 869, 398, 969]
editorial-text: The great festival of the year to the farmers and graziers of a district, so far as purely mundane matters are concerned, is unquestionably the Agricultural and Pastoral Show. The great majority, and very properly so, look upon it as a day they owe to themselves to attend in order to gather new ideas and to arrive at a correct estimate of the standard of excellence, which they must make every effort to reach, if they are to be promoted to the front rank of the army of producers. It is the ambition of individuals and classes which is already being advanced to that enviable position by improvements. Ambition is the mother of research and industry, and they are the twin sisters which pilot the chariot of progress. bbox=[284, 1087, 411, 1266]
tuapeka-seat-heading: THE TUAPEKA SEAT. bbox=[699, 670, 824, 683]
holmes-ad bbox=[284, 681, 411, 728]
calendar-row-cell: 6 10 p.m. bbox=[109, 88, 138, 98]
holmes-text: (Late Government Auditor), ACCOUNTANT, AUDITOR AND TRADE ASSIGNEE. Office: Post-street, Auckland. P.O. Box 326. bbox=[285, 690, 410, 729]
calendar-row bbox=[13, 107, 138, 116]
calendar-row-cell: 6 14 p.m. bbox=[109, 135, 138, 145]
auckland-markets-text: The New Zealand Loan and Mercantile Agency Company (Limited) report: Auckland Wool sales, 12th October. We cleared a large catalogue of hides, skins, tallow, wool, etc., at auction yesterday. Hides: Firm at last week's values. We quote heavy ox, 4½d to 4¾d; heavy steer, 3¾d to 4d; stout, 4d to 4¼d; medium, 4d to 4½d; light, 3¼d to 3¾d; cow, 3¾d, 2½d to 3½d; stags, 2¼d to 2¾d; kip, 3½d to 4½d; calf, 3d to 4½d; cured and inferior hides, 2d to 2¼d. Sheepskins: Slightly easier; best butchers' pelts, 3s to 4s 9d; small and medium, 2s 6d to 3s 6d. Tallow, 15s to 18s cwt; bone dust, £4 10s to £5. Oats: We quote for shipments to arrive in about 10 days. Chaff: Market has a slightly better feeling. Present price is £4 at rail. Messrs Alfred Buckland and Sons' weekly report: At the Haymarket sale yesterday we had average entries. Horses, £18 to £25; spring carts, £6 to £9; buggy horses, £3 10s each; farm horses and milking cows, fetched very good prices. Pigs: A large supply. Porkers sold at 16s to 18s each, weaners 9s to 10s; fat pigs brought from 25s to 30s. Cattle: An average yarding, prices being firm. Sheep: Merino wethers, 12s 6d; crossbred wethers, 16s; ewes, 12s. New Zealand Drug Company's Manures — prices per ton as quoted. bbox=[13, 590, 138, 901]
manure-row-cell: 6 10 0 bbox=[254, 183, 273, 193]
colegrove-name: COLEGROVE'S CASTLE TEAS bbox=[296, 830, 399, 862]
meetings-heading: MEETINGS, AMUSEMENTS, ETC. bbox=[149, 725, 273, 747]
cuban-presidency-heading: CUBAN PRESIDENCY. bbox=[988, 210, 1087, 235]
divider bbox=[296, 480, 399, 481]
mail-row-cell: Nov. 2 bbox=[149, 987, 170, 997]
calendar-row bbox=[13, 88, 138, 97]
manure-row bbox=[149, 165, 273, 174]
calendar-row bbox=[13, 126, 138, 135]
church-services-subhead: OCTOBER 16TH—19TH SUNDAY AFTER TRINITY. bbox=[158, 366, 264, 384]
france-britain-heading: FRANCE AND BRITAIN bbox=[852, 54, 947, 79]
interprovincial-subhead: (BY TELEGRAPH—PRESS ASSOCIATION.) WELLINGTON, Last Night. bbox=[842, 744, 957, 771]
domain-board-text: A meeting of the Hamilton Domain Board was held last evening. Present: Messrs Tristram, Davis, Gwynne, Bright, Tippin, Salmon and Sandes. In the absence of the Chairman Mr C. Tippin was voted to the chair. Tenders.—On the application of Mr G. J. Moses, the lease of Lot 438 was transferred to Mr T. Nathan, the rent having been paid to November next. Resolved.—The committee appointed to frame by-laws in connection with the Domain submitted for adoption certain portions of the Auckland Domain By-laws, and the recommendation was adopted. bbox=[974, 654, 1101, 796]
auckland-markets-heading: AUCKLAND MARKETS. bbox=[30, 579, 121, 589]
manure-row-cell: 6 15 0 bbox=[254, 108, 273, 118]
mail-row bbox=[149, 959, 273, 968]
moon-phases-table bbox=[13, 158, 138, 177]
